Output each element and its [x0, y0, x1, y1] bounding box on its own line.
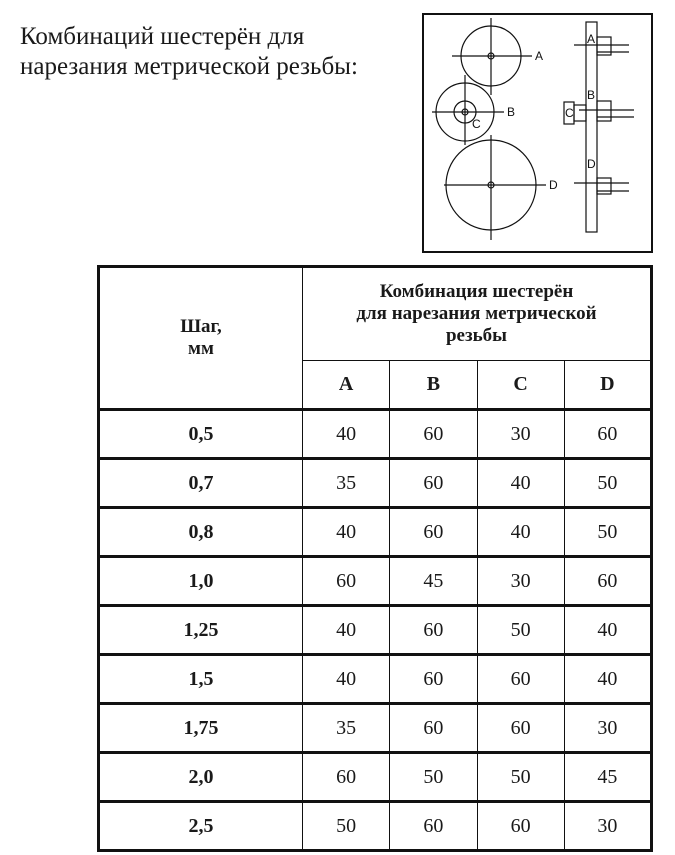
- gear-train-svg: [424, 15, 651, 251]
- gear-a-cell: 50: [303, 802, 390, 851]
- table-row: [99, 606, 652, 655]
- label-gear-a: A: [535, 49, 544, 63]
- title-line-1: Комбинаций шестерён для: [20, 23, 305, 50]
- side-label-b: B: [587, 88, 596, 102]
- page-title: [20, 22, 410, 82]
- gear-b-cell: 60: [390, 459, 477, 508]
- gear-d-cell: 50: [564, 459, 651, 508]
- pitch-cell: 0,5: [99, 410, 303, 459]
- gear-a-cell: 60: [303, 753, 390, 802]
- gear-train-diagram: [422, 13, 653, 253]
- gear-c-cell: 60: [477, 704, 564, 753]
- gear-d-cell: 60: [564, 557, 651, 606]
- gear-c-cell: 60: [477, 655, 564, 704]
- pitch-cell: 0,7: [99, 459, 303, 508]
- table-row: [99, 704, 652, 753]
- gear-b-cell: 60: [390, 410, 477, 459]
- gear-b-cell: 60: [390, 508, 477, 557]
- gear-d-cell: 40: [564, 606, 651, 655]
- side-view-plate: [586, 22, 597, 232]
- side-label-c: C: [565, 106, 574, 120]
- pitch-cell: 1,0: [99, 557, 303, 606]
- gear-d-cell: 60: [564, 410, 651, 459]
- gear-a-cell: 40: [303, 655, 390, 704]
- pitch-cell: 1,25: [99, 606, 303, 655]
- gear-b-cell: 45: [390, 557, 477, 606]
- header-pitch-line-1: Шаг,: [180, 316, 222, 337]
- gear-b-cell: 60: [390, 606, 477, 655]
- gear-d-cell: 50: [564, 508, 651, 557]
- table-row: [99, 557, 652, 606]
- gear-d-cell: 45: [564, 753, 651, 802]
- column-header-d: D: [564, 361, 651, 410]
- gear-c-cell: 40: [477, 508, 564, 557]
- gear-combination-table: [97, 265, 653, 852]
- gear-d-cell: 30: [564, 802, 651, 851]
- gear-b-cell: 60: [390, 704, 477, 753]
- header-combination: [303, 267, 652, 361]
- header-pitch-line-2: мм: [188, 338, 214, 359]
- gear-a-cell: 40: [303, 410, 390, 459]
- column-header-a: A: [303, 361, 390, 410]
- gear-b-cell: 50: [390, 753, 477, 802]
- header-combo-line-3: резьбы: [445, 325, 508, 346]
- table-row: [99, 802, 652, 851]
- pitch-cell: 2,5: [99, 802, 303, 851]
- column-header-b: B: [390, 361, 477, 410]
- gear-c-cell: 40: [477, 459, 564, 508]
- gear-c-cell: 30: [477, 557, 564, 606]
- gear-a-cell: 60: [303, 557, 390, 606]
- gear-d-cell: 40: [564, 655, 651, 704]
- table-row: [99, 655, 652, 704]
- table-row: [99, 508, 652, 557]
- pitch-cell: 0,8: [99, 508, 303, 557]
- gear-a-cell: 35: [303, 459, 390, 508]
- gear-c-cell: 30: [477, 410, 564, 459]
- pitch-cell: 1,5: [99, 655, 303, 704]
- gear-b-cell: 60: [390, 655, 477, 704]
- header-combo-line-2: для нарезания метрической: [356, 303, 597, 324]
- table-row: [99, 459, 652, 508]
- label-gear-c: C: [472, 117, 481, 131]
- gear-c-cell: 50: [477, 606, 564, 655]
- gear-a-cell: 40: [303, 606, 390, 655]
- gear-a-cell: 35: [303, 704, 390, 753]
- table-row: [99, 753, 652, 802]
- gear-a-cell: 40: [303, 508, 390, 557]
- label-gear-d: D: [549, 178, 558, 192]
- gear-d-cell: 30: [564, 704, 651, 753]
- side-label-a: A: [587, 32, 596, 46]
- header-pitch: [99, 267, 303, 410]
- pitch-cell: 1,75: [99, 704, 303, 753]
- pitch-cell: 2,0: [99, 753, 303, 802]
- column-header-c: C: [477, 361, 564, 410]
- gear-c-cell: 60: [477, 802, 564, 851]
- label-gear-b: B: [507, 105, 516, 119]
- header-combo-line-1: Комбинация шестерён: [379, 281, 574, 302]
- side-label-d: D: [587, 157, 596, 171]
- gear-b-cell: 60: [390, 802, 477, 851]
- table-row: [99, 410, 652, 459]
- gear-c-cell: 50: [477, 753, 564, 802]
- title-line-2: нарезания метрической резьбы:: [20, 53, 358, 80]
